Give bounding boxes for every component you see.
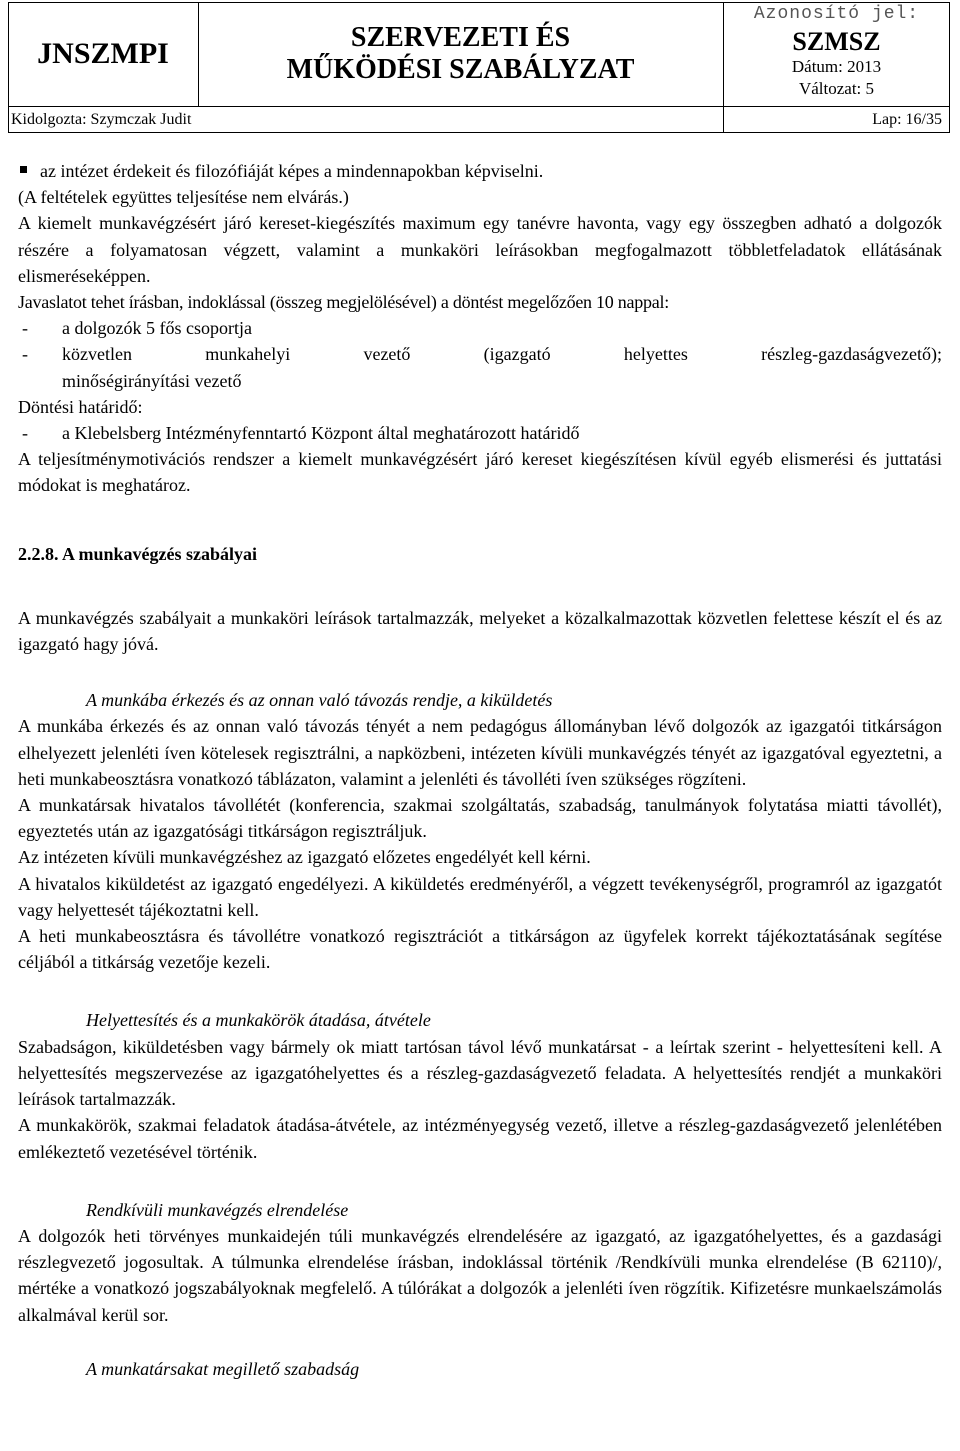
spacer — [18, 1328, 942, 1356]
list-item-text: a Klebelsberg Intézményfenntartó Központ által meghatározott határidő — [62, 423, 580, 444]
section-number: 2.2.8. — [18, 543, 59, 564]
subsection-heading: Rendkívüli munkavégzés elrendelése — [86, 1199, 349, 1220]
header-border-mid — [8, 106, 950, 107]
paragraph: A hivatalos kiküldetést az igazgató engedélyezi. A kiküldetés eredményéről, a végzett tevékenységről, programról az igazgatót vagy helyettesét tájékoztatni kell. — [18, 873, 942, 920]
paragraph: Az intézeten kívüli munkavégzéshez az igazgató előzetes engedélyét kell kérni. — [18, 847, 591, 868]
header-border-bottom — [8, 132, 950, 133]
paragraph: (A feltételek együttes teljesítése nem elvárás.) — [18, 187, 349, 208]
spacer — [18, 567, 942, 605]
list-item — [18, 341, 942, 367]
dash-bullet: - — [22, 318, 28, 339]
header-border-left — [8, 2, 9, 133]
square-bullet-icon — [20, 166, 27, 173]
list-item-text: a dolgozók 5 fős csoportja — [62, 318, 252, 339]
title-line-1: SZERVEZETI ÉS — [350, 22, 571, 53]
dash-bullet: - — [22, 423, 28, 444]
paragraph: Javaslatot tehet írásban, indoklással (összeg megjelölésével) a döntést megelőzően 10 nappal: — [18, 292, 670, 313]
page-number: Lap: 16/35 — [872, 111, 942, 128]
paragraph: A heti munkabeosztásra és távollétre vonatkozó regisztrációt a titkárságon az ügyfelek korrekt tájékoztatásának segítése céljából a titkárság vezetője kezeli. — [18, 926, 942, 973]
paragraph: A munkakörök, szakmai feladatok átadása-átvétele, az intézményegység vezető, illetve a részleg-gazdaságvezető jelenlétében emlékeztető vezetésével történik. — [18, 1115, 942, 1162]
paragraph: A munkavégzés szabályait a munkaköri leírások tartalmazzák, melyeket a közalkalmazottak közvetlen felettese készít el és az igazgató hagy jóvá. — [18, 607, 942, 655]
section-title: A munkavégzés szabályai — [62, 543, 258, 564]
spacer — [18, 975, 942, 1007]
header-divider-1 — [198, 2, 199, 106]
paragraph: A munkatársak hivatalos távollétét (konferencia, szakmai szolgáltatás, szabadság, tanulmányok folytatása miatti távollét), egyeztetés után az igazgatósági titkárságon regisztráljuk. — [18, 795, 942, 842]
subsection-heading: A munkatársakat megillető szabadság — [86, 1358, 360, 1379]
header-border-top — [8, 2, 950, 3]
header-divider-2 — [723, 2, 724, 133]
dash-bullet: - — [22, 344, 28, 365]
identifier-label: Azonosító jel: — [753, 4, 920, 24]
list-item — [18, 420, 942, 446]
deadline-label: Döntési határidő: — [18, 396, 143, 417]
paragraph: A kiemelt munkavégzésért járó kereset-kiegészítés maximum egy tanévre havonta, vagy egy összegben adható a dolgozók részére a folyamatosan végzett, valamint a munkaköri leírásokban megfogalmazott többletfeladatok ellátásának elismeréseképpen. — [18, 213, 942, 286]
list-item — [18, 315, 942, 341]
list-item-continuation: minőségirányítási vezető — [62, 370, 242, 391]
document-header — [8, 2, 950, 133]
spacer — [18, 499, 942, 541]
spacer — [18, 1165, 942, 1197]
section-heading — [18, 541, 942, 567]
spacer — [18, 657, 942, 687]
paragraph: Szabadságon, kiküldetésben vagy bármely ok miatt tartósan távol lévő munkatársat - a leírtak szerint - helyettesíteni kell. A helyettesítés megszervezése az igazgatóhelyettes és a részleg-gazdaságvezető feladata. A helyettesítés rendjét a munkaköri leírások tartalmazzák. — [18, 1036, 942, 1110]
header-border-right — [949, 2, 950, 133]
list-item — [18, 158, 942, 184]
document-date: Dátum: 2013 — [791, 57, 882, 76]
subsection-heading: Helyettesítés és a munkakörök átadása, átvétele — [86, 1010, 431, 1031]
paragraph: A dolgozók heti törvényes munkaidején túli munkavégzés elrendelésére az igazgató, az igazgatóhelyettes, és a gazdasági részlegvezető jogosultak. A túlmunka elrendelése írásban, indoklással történik /Rendkívüli munka elrendelése (B 62110)/, mértéke a vonatkozó jogszabályoknak megfelelő. A túlórákat a dolgozók a jelenléti íven rögzítik. Kifizetésre munkaelszámolás alkalmával kerül sor. — [18, 1225, 942, 1325]
document-body — [18, 158, 942, 1382]
subsection-heading: A munkába érkezés és az onnan való távozás rendje, a kiküldetés — [86, 690, 553, 711]
identifier-box — [723, 2, 950, 106]
document-title — [198, 2, 723, 106]
document-version: Változat: 5 — [798, 79, 875, 98]
identifier-value: SZMSZ — [792, 27, 881, 56]
list-item-text: közvetlen munkahelyi vezető (igazgató helyettes részleg-gazdaságvezető); — [62, 344, 942, 365]
logo-text: JNSZMPI — [37, 37, 169, 70]
paragraph: A teljesítménymotivációs rendszer a kiemelt munkavégzésért járó kereset kiegészítésen kívül egyéb elismerési és juttatási módokat is meghatároz. — [18, 449, 942, 496]
bullet-text: az intézet érdekeit és filozófiáját képes a mindennapokban képviselni. — [40, 161, 544, 181]
paragraph: A munkába érkezés és az onnan való távozás tényét a nem pedagógus állományban lévő dolgozók az igazgatói titkárságon elhelyezett jelenléti íven kötelesek regisztrálni, a napközbeni, intézeten kívüli munkavégzés tényét az igazgatóval egyeztetni, a heti munkabeosztásra vonatkozó táblázaton, valamint a jelenléti és távolléti íven szükséges rögzíteni. — [18, 716, 942, 789]
author: Kidolgozta: Szymczak Judit — [11, 111, 192, 128]
title-line-2: MŰKÖDÉSI SZABÁLYZAT — [286, 54, 635, 85]
